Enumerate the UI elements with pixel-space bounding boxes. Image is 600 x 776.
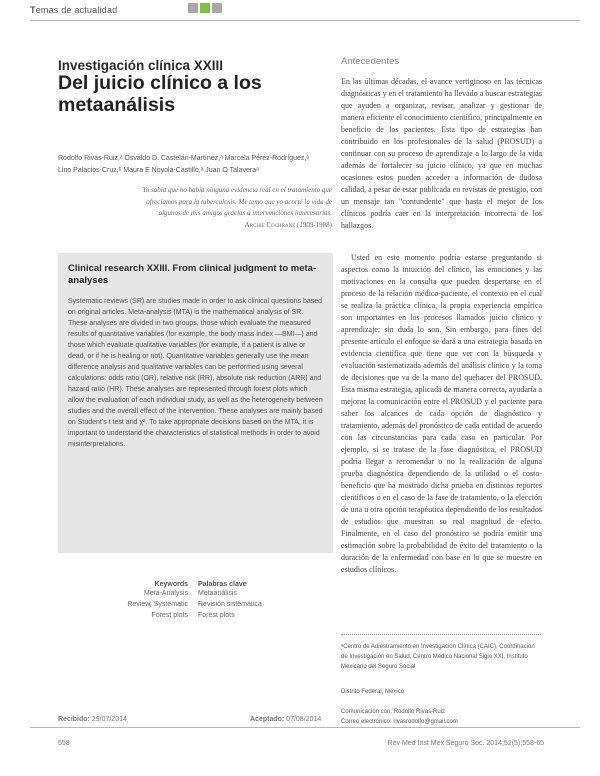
authors-line-2: Lino Palacios-Cruz,ᵇ Maura E Noyola-Castillo,ᵃ Juan O Talaveraᵃ [58,166,259,174]
section-initial: T [30,5,36,15]
keywords-en [58,581,188,622]
section-label [30,5,117,15]
received-date [58,716,127,723]
body-paragraph-2: Usted en este momento podría estarse preguntando si aspectos como la intuición del clínico, las emociones y las motivaciones en la consulta que pueden despertarse en el proceso de la relación médico-paciente, el contexto en el cual se realiza la práctica clínica, la propia experiencia empírica son importantes en los procesos llamados juicio clínico y aprendizaje; sin duda lo son. Sin embargo, para fines del presente artículo el enfoque se dará a una estrategia basada en evidencia científica que tiene que ver con la búsqueda y evaluación sistematizada además del análisis clínico y la toma de decisiones que va de la mano del quehacer del PROSUD. Esta misma estrategia, aplicada de manera correcta, ayudaría a mejorar la comunicación entre el PROSUD y el paciente para saber los alcances de cada opción de diagnóstico y tratamiento, además del pronóstico de cada entidad de acuerdo con las circunstancias para cada caso en particular. Por ejemplo, si se tratase de la fase diagnóstica, el PROSUD podría llegar a recomendar o no la realización de alguna prueba diagnóstica dependiendo de la utilidad o el costo-beneficio que ha mostrado dicha prueba en distintos reportes científicos o en el caso de la fase de tratamiento, o la elección de una u otra opción terapéutica dependiendo de los resultados de estudios que muestran su real magnitud de efecto. Finalmente, en el caso del pronóstico se podría emitir una estimación sobre la probabilidad de éxito del tratamiento o la duración de la enfermedad con base en lo que se muestre en estudios clínicos. [341,253,542,574]
palabras-clave-label: Palabras clave [198,581,247,588]
header-square-3 [212,3,222,13]
received-value: 29/07/2014 [91,716,127,723]
page-number: 558 [58,740,70,747]
authors-line-1: Rodolfo Rivas-Ruiz,ᵃ Osvaldo D. Castelán-Martínez,ᵃ Marcela Pérez-Rodríguez,ᵃ [58,155,309,162]
accepted-label: Aceptado: [250,716,285,723]
palabra-clave: Forest plots [198,612,235,620]
body-paragraph-1: En las últimas décadas, el avance vertiginoso en las técnicas diagnósticas y en el tratamiento ha llevado a buscar estrategias que ayuden a organizar, revisar, analizar y gestionar de manera eficiente el conocimiento científico, principalmente en beneficio de los pacientes. Esta tipo de estrategias han contribuido en los profesionales de la salud (PROSUD) a continuar con su proceso de aprendizaje a lo largo de la vida además de fortalecer su juicio clínico, ya que en muchas ocasiones estos pueden acceder a información de dudosa calidad, a pesar de estar publicada en revistas de prestigio, con un mensaje tan "contundente" que hasta el mejor de los clínicos podría caer en la interpretación incorrecta de los hallazgos. [341,77,542,230]
authors [58,153,338,176]
article-title: Del juicio clínico a los metaanálisis [58,72,262,116]
city: Distrito Federal, México [341,689,405,695]
keyword: Forest plots [151,612,188,620]
abstract-title: Clinical research XXIII. From clinical judgment to meta-analyses [68,263,317,286]
accepted-date [250,716,321,723]
palabra-clave: Metaanálisis [198,590,237,597]
epigraph-quote: Yo sabía que no había ninguna evidencia real en el tratamiento que ofrecíamos para la tuberculosis. Me temo que yo acorté la vida de algunos de mis amigos gracias a intervenciones innecesarias. [142,186,332,217]
accepted-value: 07/08/2014 [286,716,322,723]
correspondence: Comunicación con: Rodolfo Rivas-Ruiz [341,709,446,715]
header-rule [30,20,580,21]
header-square-1 [188,3,198,13]
keywords-label: Keywords [154,581,188,588]
footnote-rule [341,634,541,635]
received-label: Recibido: [58,716,90,723]
keyword: Meta-Analysis [144,590,188,597]
english-abstract [58,253,333,553]
palabra-clave: Revisión sistemática [198,601,262,609]
series-title: Investigación clínica XXIII [58,58,224,73]
footer-rule [30,727,580,728]
section-heading: Antecedentes [341,56,400,67]
affiliation: ᵃCentro de Adiestramiento en Investigación Clínica (CAIC), Coordinación de Investigación en Salud, Centro Médico Nacional Siglo XXI, Instituto Mexicano del Seguro Social [341,644,535,670]
email: Correo electrónico: rivasrodolfo@gmail.com [341,719,458,725]
keywords-es [198,581,328,622]
abstract-body: Systematic reviews (SR) are studies made in order to ask clinical questions based on original articles. Meta-analysis (MTA) is the mathematical analysis of SR. These analyses are divided in two groups, those which evaluate the measured results of quantitative variables (for example, the body mass index —BMI—) and those which evaluate qualitative variables (for example, if a patient is alive or dead, or if he is healing or not). Quantitative variables generally use the mean difference analysis and qualitative variables can be performed using several calculations: odds ratio (OR), relative risk (RR), absolute risk reduction (ARR) and hazard ratio (HR). These analyses are represented through forest plots which allow the evaluation of each individual study, as well as the heterogeneity between studies and the overall effect of the intervention. These analyses are mainly based on Student's t test and χ². To take appropriate decisions based on the MTA, it is important to understand the characteristics of statistical methods in order to avoid misinterpretations. [68,298,323,448]
keyword: Review, Systematic [127,601,188,609]
section-rest: emas de actualidad [35,5,118,15]
header-square-2 [200,3,210,13]
epigraph-author: Archie Cochrane (1909-1988) [244,221,332,229]
journal-citation: Rev Med Inst Mex Seguro Soc. 2014;52(5):558-65 [387,740,544,747]
